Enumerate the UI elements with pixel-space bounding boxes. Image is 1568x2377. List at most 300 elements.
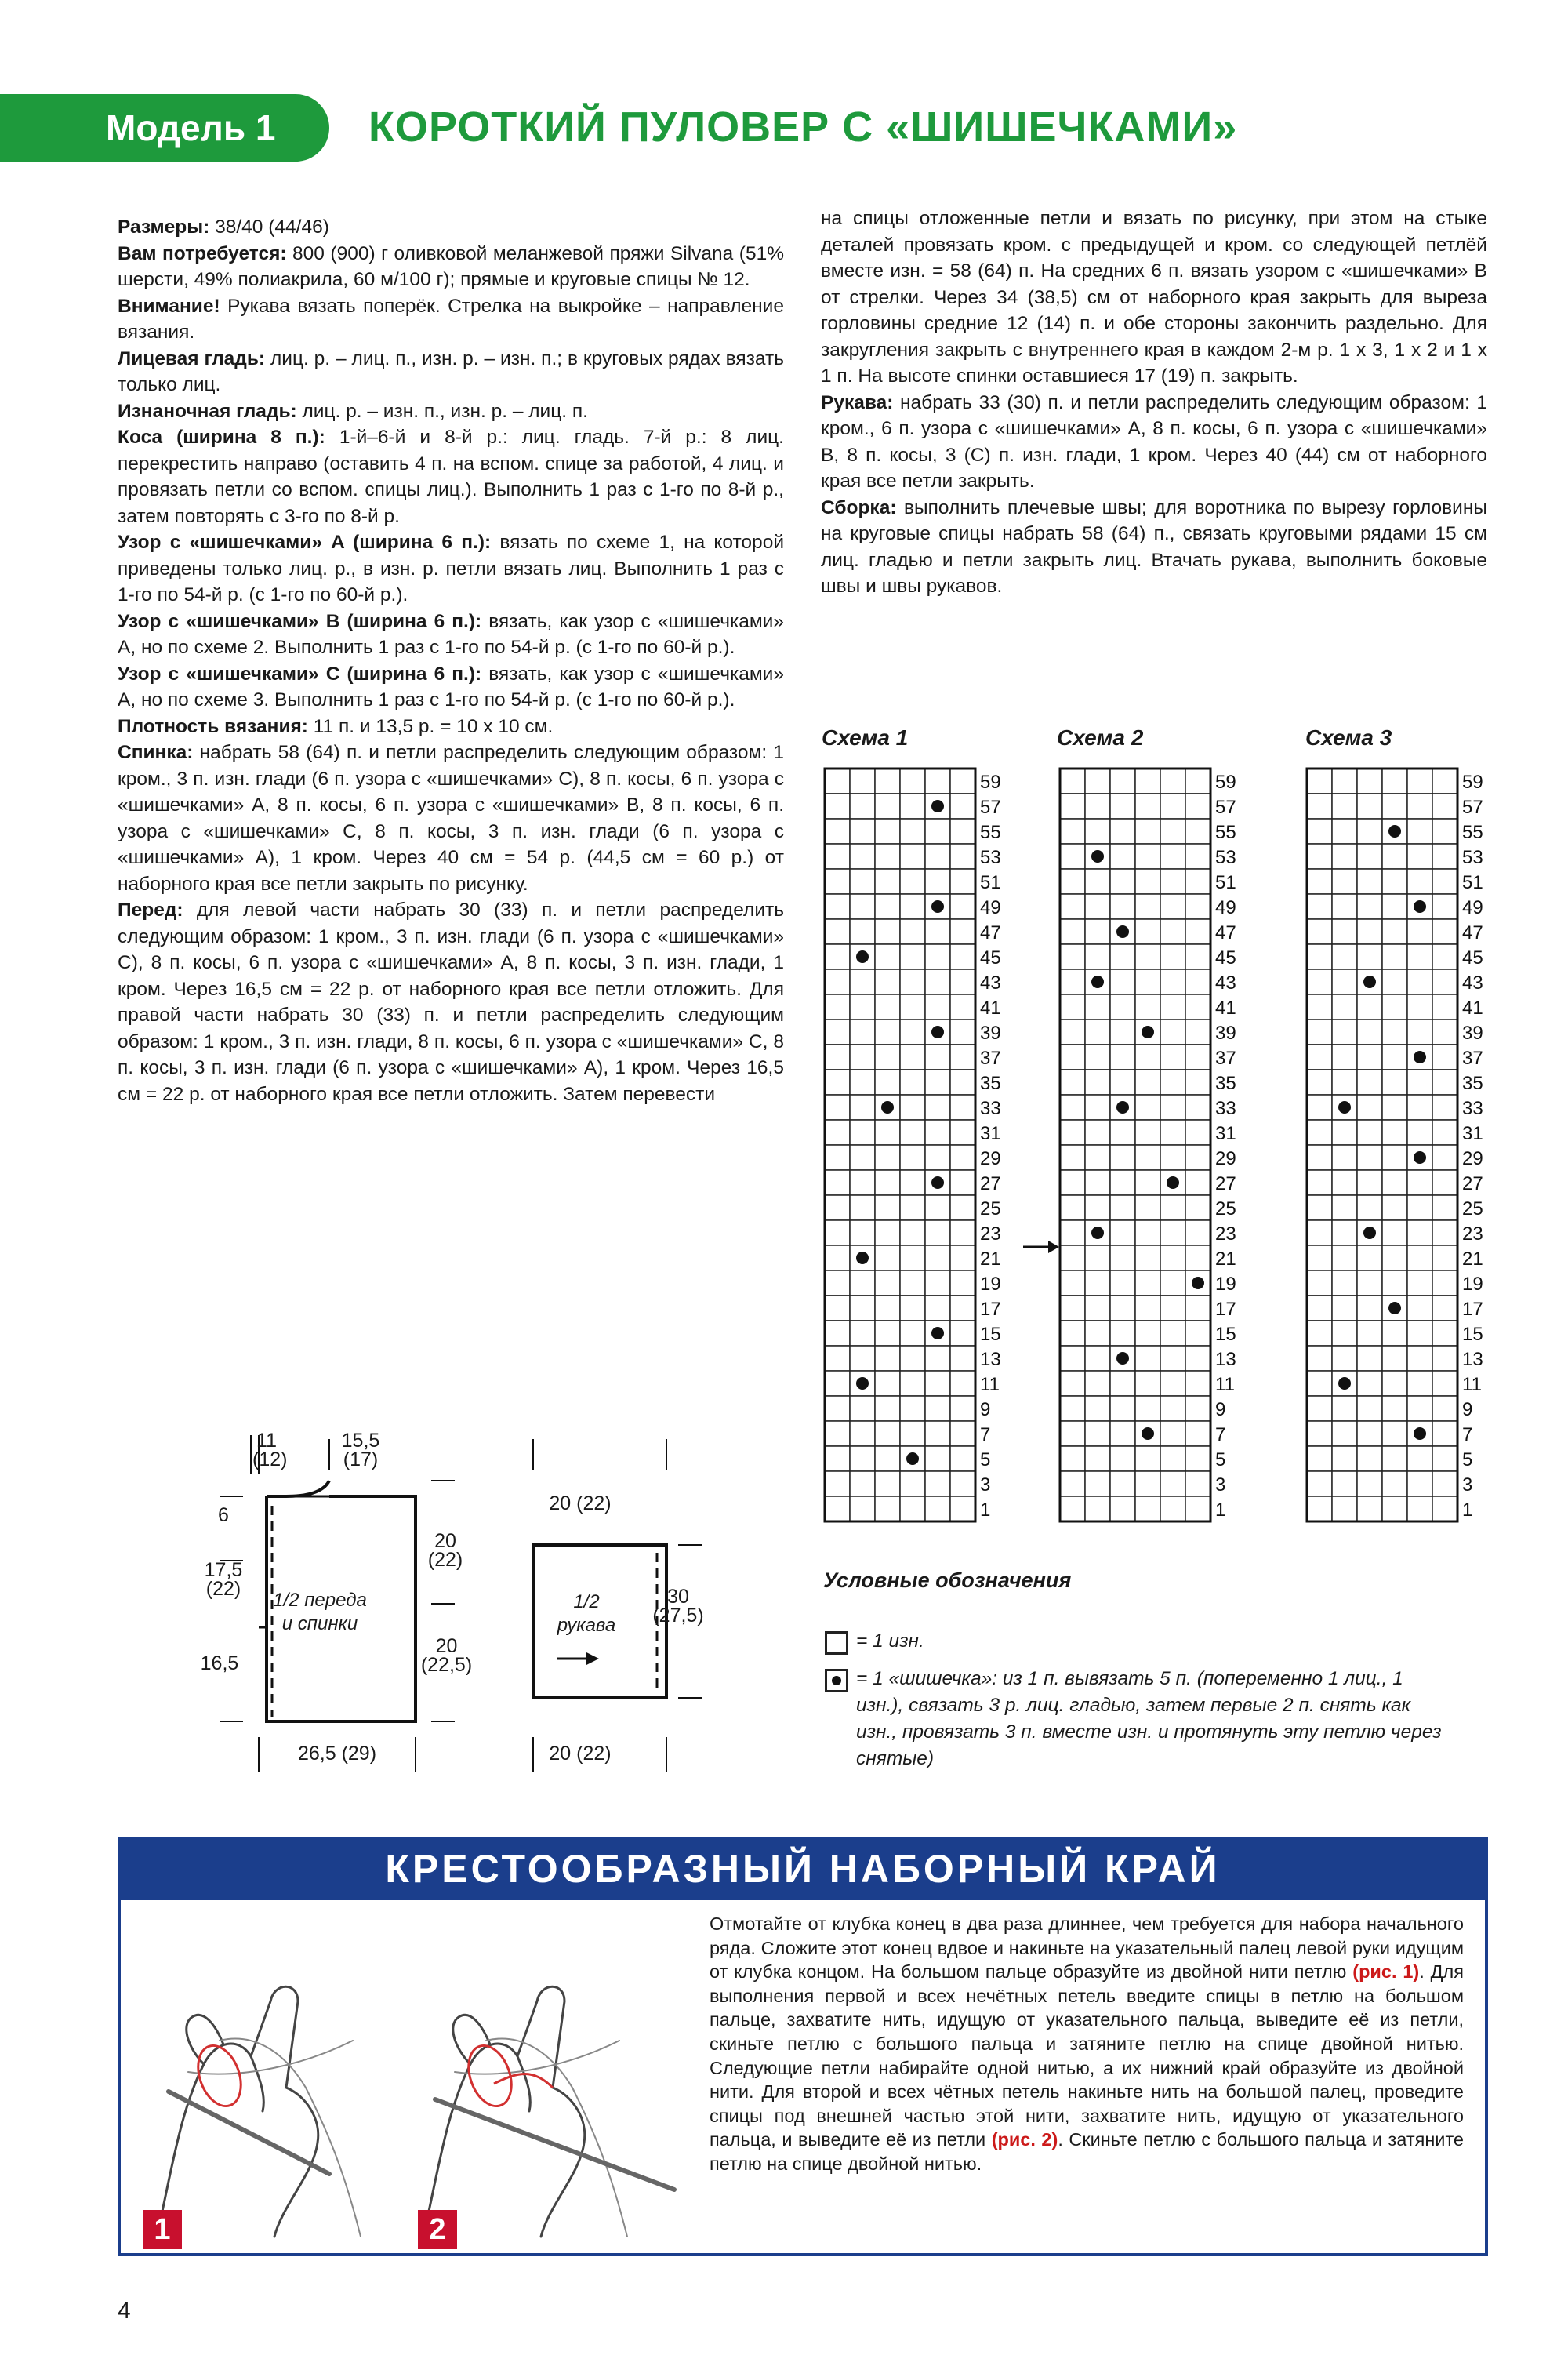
paragraph-text: набрать 33 (30) п. и петли распределить следующим образом: 1 кром., 6 п. узора с «шишечками» A, 8 п. косы, 6 п. узора с «шишечками» B, 8 п. косы, 3 (C) п. изн. глади, 1 кром. Через 40 (44) см от наборного края все петли закрыть. [821,391,1487,492]
grid-cell [850,1195,875,1220]
row-number-label: 37 [980,1048,1001,1069]
grid-cell [1307,1145,1332,1170]
bobble-mark [931,1176,944,1189]
grid-cell [950,969,975,994]
grid-cell [1160,1145,1185,1170]
grid-cell [1407,869,1432,894]
grid-cell [900,1145,925,1170]
grid-cell [900,969,925,994]
grid-cell [1332,1471,1357,1496]
grid-cell [950,1070,975,1095]
paragraph-label: Плотность вязания: [118,715,308,737]
grid-cell [1357,919,1382,944]
bobble-mark [1414,1051,1426,1063]
row-number-label: 45 [980,947,1001,969]
grid-cell [900,1245,925,1270]
grid-cell [900,1170,925,1195]
row-number-label: 21 [1462,1248,1483,1270]
paragraph [118,714,784,740]
row-number-label: 35 [1215,1073,1236,1094]
grid-cell [1332,1045,1357,1070]
grid-cell [1407,994,1432,1019]
grid-cell [1432,1095,1457,1120]
grid-cell [1432,869,1457,894]
grid-cell [1085,1296,1110,1321]
grid-cell [850,844,875,869]
grid-cell [1135,1070,1160,1095]
grid-cell [1382,1145,1407,1170]
grid-cell [1110,1245,1135,1270]
grid-cell [1382,844,1407,869]
row-number-label: 29 [1215,1148,1236,1169]
grid-cell [875,1170,900,1195]
grid-cell [1135,1270,1160,1296]
row-number-label: 43 [1215,972,1236,994]
grid-cell [1332,1195,1357,1220]
grid-cell [1382,1270,1407,1296]
paragraph [118,424,784,529]
row-number-label: 11 [1462,1374,1482,1395]
grid-cell [1185,1346,1210,1371]
grid-cell [1407,1195,1432,1220]
grid-cell [875,1045,900,1070]
grid-cell [1110,1270,1135,1296]
paragraph-text: лиц. р. – изн. п., изн. р. – лиц. п. [296,400,588,422]
row-number-label: 11 [1215,1374,1235,1395]
grid-cell [825,1421,850,1446]
row-number-label: 35 [1462,1073,1483,1094]
grid-cell [1382,919,1407,944]
row-number-label: 39 [1462,1023,1483,1044]
row-number-label: 57 [1462,797,1483,818]
row-number-label: 47 [1462,922,1483,943]
grid-cell [900,1270,925,1296]
row-number-label: 3 [980,1474,991,1496]
grid-cell [1185,1296,1210,1321]
cast-on-instructions [710,1912,1464,2176]
grid-cell [1432,1371,1457,1396]
grid-cell [1307,1045,1332,1070]
grid-cell [900,1095,925,1120]
row-number-label: 47 [1215,922,1236,943]
grid-cell [1382,1446,1407,1471]
grid-cell [875,1145,900,1170]
grid-cell [1382,994,1407,1019]
grid-cell [1332,869,1357,894]
grid-cell [825,794,850,819]
grid-cell [950,1120,975,1145]
grid-cell [1060,894,1085,919]
grid-cell [1185,1195,1210,1220]
grid-cell [1332,1270,1357,1296]
grid-cell [1085,1270,1110,1296]
grid-cell [1407,1321,1432,1346]
grid-cell [1432,844,1457,869]
grid-cell [875,844,900,869]
grid-cell [1060,1496,1085,1521]
sleeve-piece-label: 1/2 рукава [557,1591,616,1636]
bobble-symbol-icon [825,1669,848,1692]
grid-cell [1110,1321,1135,1346]
bobble-mark [1192,1277,1204,1289]
row-number-label: 49 [980,897,1001,918]
grid-cell [1357,1421,1382,1446]
grid-cell [1407,1371,1432,1396]
grid-cell [1135,1346,1160,1371]
grid-cell [925,1045,950,1070]
grid-cell [925,1471,950,1496]
grid-cell [1382,1170,1407,1195]
grid-cell [1160,1270,1185,1296]
grid-cell [1357,794,1382,819]
grid-cell [825,1170,850,1195]
grid-cell [1307,894,1332,919]
row-number-label: 17 [1215,1299,1236,1320]
grid-cell [1382,794,1407,819]
bobble-mark [931,900,944,913]
grid-cell [1135,1220,1160,1245]
row-number-label: 45 [1462,947,1483,969]
grid-cell [1407,969,1432,994]
bobble-mark [931,1327,944,1339]
row-number-label: 13 [1215,1349,1236,1370]
grid-cell [1185,1421,1210,1446]
paragraph-text: 38/40 (44/46) [209,216,329,238]
grid-cell [900,1471,925,1496]
grid-cell [1357,1296,1382,1321]
paragraph-text: для левой части набрать 30 (33) п. и петли распределить следующим образом: 1 кром., 3 п. изн. глади (6 п. узора с «шишечками» C), 8 п. косы, 6 п. узора с «шишечками» А, 8 п. косы, 3 п. изн. глади, 1 кром. Через 16,5 см = 22 р. от наборного края все петли отложить. Для правой части набрать 30 (33) п. и петли распределить следующим образом: 1 кром., 3 п. изн. глади, 8 п. косы, 6 п. узора с «шишечками» C, 8 п. косы, 3 п. изн. глади (6 п. узора с «шишечками» A), 1 кром. Через 16,5 см = 22 р. от наборного края все петли отложить. Затем перевести [118,900,784,1105]
grid-cell [925,1145,950,1170]
grid-cell [1357,944,1382,969]
grid-cell [900,1421,925,1446]
grid-cell [1332,1245,1357,1270]
grid-cell [1357,1145,1382,1170]
figure-1-reference[interactable]: (рис. 1) [1352,1961,1420,1983]
grid-cell [1185,1095,1210,1120]
row-number-label: 55 [980,822,1001,843]
grid-cell [1060,1421,1085,1446]
grid-cell [1085,1471,1110,1496]
grid-cell [1060,769,1085,794]
grid-cell [1307,1471,1332,1496]
grid-cell [1110,944,1135,969]
bobble-mark [1091,1227,1104,1239]
grid-cell [1160,894,1185,919]
row-number-label: 47 [980,922,1001,943]
grid-cell [1357,1070,1382,1095]
paragraph-label: Изнаночная гладь: [118,400,297,422]
grid-cell [1432,1471,1457,1496]
grid-cell [850,1220,875,1245]
grid-cell [1160,819,1185,844]
grid-cell [1407,1019,1432,1045]
figure-2-reference[interactable]: (рис. 2) [991,2129,1058,2150]
row-number-label: 15 [980,1324,1001,1345]
grid-cell [1110,1120,1135,1145]
grid-cell [900,1120,925,1145]
grid-cell [1160,1471,1185,1496]
grid-cell [1432,1045,1457,1070]
grid-cell [1382,1471,1407,1496]
schema-2-title: Схема 2 [1057,725,1144,750]
grid-cell [1160,1496,1185,1521]
grid-cell [825,944,850,969]
grid-cell [1185,794,1210,819]
grid-cell [1135,969,1160,994]
grid-cell [825,1446,850,1471]
grid-cell [850,794,875,819]
grid-cell [1185,1045,1210,1070]
grid-cell [1135,844,1160,869]
grid-cell [1332,1496,1357,1521]
grid-cell [1332,1321,1357,1346]
grid-cell [1432,1245,1457,1270]
grid-cell [1110,1195,1135,1220]
grid-cell [1382,1045,1407,1070]
paragraph [821,495,1487,600]
grid-cell [925,1245,950,1270]
grid-cell [1357,1095,1382,1120]
grid-cell [1332,1346,1357,1371]
dim-bottom-width: 26,5 (29) [297,1743,377,1765]
grid-cell [825,1270,850,1296]
grid-cell [1357,1045,1382,1070]
grid-cell [1135,1120,1160,1145]
grid-cell [1160,1245,1185,1270]
grid-cell [900,1045,925,1070]
paragraph-label: Внимание! [118,295,220,317]
dim-left-upper: 17,5 (22) [204,1559,243,1600]
grid-cell [925,1446,950,1471]
grid-cell [1382,969,1407,994]
paragraph-text: 11 п. и 13,5 р. = 10 x 10 см. [307,715,554,737]
grid-cell [1185,1019,1210,1045]
grid-cell [1060,1220,1085,1245]
grid-cell [1185,1396,1210,1421]
grid-cell [875,1245,900,1270]
grid-cell [950,1270,975,1296]
grid-cell [1332,1019,1357,1045]
grid-cell [1185,1446,1210,1471]
grid-cell [1185,944,1210,969]
grid-cell [950,1371,975,1396]
row-number-label: 49 [1462,897,1483,918]
row-number-label: 9 [980,1399,991,1420]
grid-cell [1382,1220,1407,1245]
grid-cell [825,1496,850,1521]
grid-cell [1382,944,1407,969]
dim-left-lower: 16,5 [200,1652,239,1674]
grid-cell [850,994,875,1019]
grid-cell [900,1371,925,1396]
grid-cell [1382,894,1407,919]
grid-cell [1307,944,1332,969]
grid-cell [875,1371,900,1396]
grid-cell [875,1346,900,1371]
grid-cell [875,1296,900,1321]
grid-cell [825,1396,850,1421]
grid-cell [850,1321,875,1346]
grid-cell [1307,1396,1332,1421]
grid-cell [1407,944,1432,969]
grid-cell [950,894,975,919]
right-text-column [821,205,1487,600]
grid-cell [1185,994,1210,1019]
grid-cell [875,1120,900,1145]
grid-cell [825,1296,850,1321]
bobble-mark [881,1101,894,1114]
figure-2-badge: 2 [418,2210,457,2249]
grid-cell [1085,1346,1110,1371]
grid-cell [1432,1496,1457,1521]
grid-cell [1185,819,1210,844]
grid-cell [1332,1396,1357,1421]
cast-on-text-part-1: Отмотайте от клубка конец в два раза длиннее, чем требуется для набора начального ряда. Сложите этот конец вдвое и накиньте на указательный палец левой руки идущим от клубка концом. На большом пальце образуйте из двойной нити петлю [710,1914,1464,1983]
grid-cell [1185,844,1210,869]
grid-cell [825,869,850,894]
row-number-label: 29 [980,1148,1001,1169]
grid-cell [1110,869,1135,894]
left-text-column [118,214,784,1107]
grid-cell [900,1496,925,1521]
grid-cell [1432,1019,1457,1045]
row-number-label: 31 [1462,1123,1483,1144]
row-number-label: 59 [1215,772,1236,793]
grid-cell [1160,1446,1185,1471]
grid-cell [1135,1396,1160,1421]
row-number-label: 7 [1215,1424,1226,1445]
grid-cell [1307,1321,1332,1346]
start-arrow-icon [1022,1235,1061,1259]
bobble-mark [856,950,869,963]
row-number-label: 51 [1462,872,1483,893]
grid-cell [1160,1120,1185,1145]
paragraph-text: вязать, как узор с «шишечками» А, но по схеме 2. Выполнить 1 раз с 1-го по 54-й р. (с 1-го по 60-й р.). [118,610,784,658]
paragraph [118,346,784,398]
grid-cell [1307,794,1332,819]
paragraph-text: вязать, как узор с «шишечками» А, но по схеме 3. Выполнить 1 раз с 1-го по 54-й р. (с 1-го по 60-й р.). [118,663,784,711]
paragraph-text: 800 (900) г оливковой меланжевой пряжи Silvana (51% шерсти, 49% полиакрила, 60 м/100 г); прямые и круговые спицы № 12. [118,242,785,290]
grid-cell [1060,1471,1085,1496]
grid-cell [900,869,925,894]
grid-cell [1185,919,1210,944]
row-number-label: 31 [980,1123,1001,1144]
grid-cell [1135,894,1160,919]
grid-cell [950,794,975,819]
row-number-label: 3 [1462,1474,1473,1496]
paragraph-text: вязать по схеме 1, на которой приведены только лиц. р., в изн. р. петли вязать лиц. Выполнить 1 раз с 1-го по 54-й р. (с 1-го по 60-й р.). [118,532,784,605]
row-number-label: 33 [1215,1098,1236,1119]
grid-cell [850,894,875,919]
grid-cell [850,1070,875,1095]
grid-cell [850,1270,875,1296]
paragraph-label: Размеры: [118,216,210,238]
grid-cell [1185,1496,1210,1521]
grid-cell [1060,1145,1085,1170]
grid-cell [1432,1195,1457,1220]
bobble-mark [856,1377,869,1390]
grid-cell [950,1321,975,1346]
grid-cell [950,1296,975,1321]
grid-cell [850,1346,875,1371]
grid-cell [1357,1245,1382,1270]
grid-cell [1432,1170,1457,1195]
grid-cell [1135,1296,1160,1321]
grid-cell [1432,1070,1457,1095]
grid-cell [900,1070,925,1095]
grid-cell [950,1496,975,1521]
bobble-mark [931,800,944,812]
grid-cell [1332,994,1357,1019]
row-number-label: 25 [1215,1198,1236,1219]
grid-cell [875,994,900,1019]
grid-cell [1160,1019,1185,1045]
cast-on-illustrations [125,1907,690,2252]
grid-cell [1332,1421,1357,1446]
grid-cell [1160,794,1185,819]
grid-cell [1432,994,1457,1019]
grid-cell [1382,1120,1407,1145]
grid-cell [875,1220,900,1245]
grid-cell [950,994,975,1019]
schema-1-chart [823,767,1004,1524]
grid-cell [1357,894,1382,919]
grid-cell [1332,969,1357,994]
grid-cell [1060,1296,1085,1321]
paragraph [118,241,784,293]
row-number-label: 39 [980,1023,1001,1044]
grid-cell [1382,1346,1407,1371]
grid-cell [1307,1346,1332,1371]
grid-cell [1160,844,1185,869]
grid-cell [875,769,900,794]
grid-cell [1382,1321,1407,1346]
grid-cell [1060,944,1085,969]
grid-cell [1110,1446,1135,1471]
grid-cell [1382,1496,1407,1521]
bobble-mark [931,1026,944,1038]
legend-bobble-text: = 1 «шишечка»: из 1 п. вывязать 5 п. (попеременно 1 лиц., 1 изн.), связать 3 р. лиц. гладью, затем первые 2 п. снять как изн., провязать 3 п. вместе изн. и протянуть эту петлю через снятые) [856,1668,1442,1769]
grid-cell [1307,1095,1332,1120]
grid-cell [825,1019,850,1045]
grid-cell [1085,1371,1110,1396]
row-number-label: 53 [1462,847,1483,868]
grid-cell [1160,919,1185,944]
bobble-mark [856,1252,869,1264]
paragraph-label: Рукава: [821,391,894,413]
grid-cell [1160,869,1185,894]
grid-cell [1407,1496,1432,1521]
grid-cell [1382,1095,1407,1120]
paragraph-text: набрать 58 (64) п. и петли распределить следующим образом: 1 кром., 3 п. изн. глади (6 п. узора с «шишечками» C), 8 п. косы, 6 п. узора с «шишечками» A, 8 п. косы, 6 п. узора с «шишечками» B, 8 п. косы, 6 п. узора с «шишечками» C, 8 п. косы, 3 п. изн. глади (6 п. узора с «шишечками» A), 1 кром. Через 40 см = 54 р. (44,5 см = 60 р.) от наборного края все петли закрыть по рисунку. [118,742,784,895]
grid-cell [850,1421,875,1446]
row-number-label: 29 [1462,1148,1483,1169]
grid-cell [1085,944,1110,969]
row-number-label: 41 [1462,998,1483,1019]
grid-cell [1060,1346,1085,1371]
grid-cell [875,944,900,969]
grid-cell [1185,1145,1210,1170]
grid-cell [1185,1170,1210,1195]
grid-cell [1382,869,1407,894]
grid-cell [1407,1396,1432,1421]
grid-cell [1357,1170,1382,1195]
grid-cell [925,1396,950,1421]
row-number-label: 7 [1462,1424,1473,1445]
grid-cell [1332,944,1357,969]
grid-cell [1357,1471,1382,1496]
bobble-mark [1388,825,1401,838]
